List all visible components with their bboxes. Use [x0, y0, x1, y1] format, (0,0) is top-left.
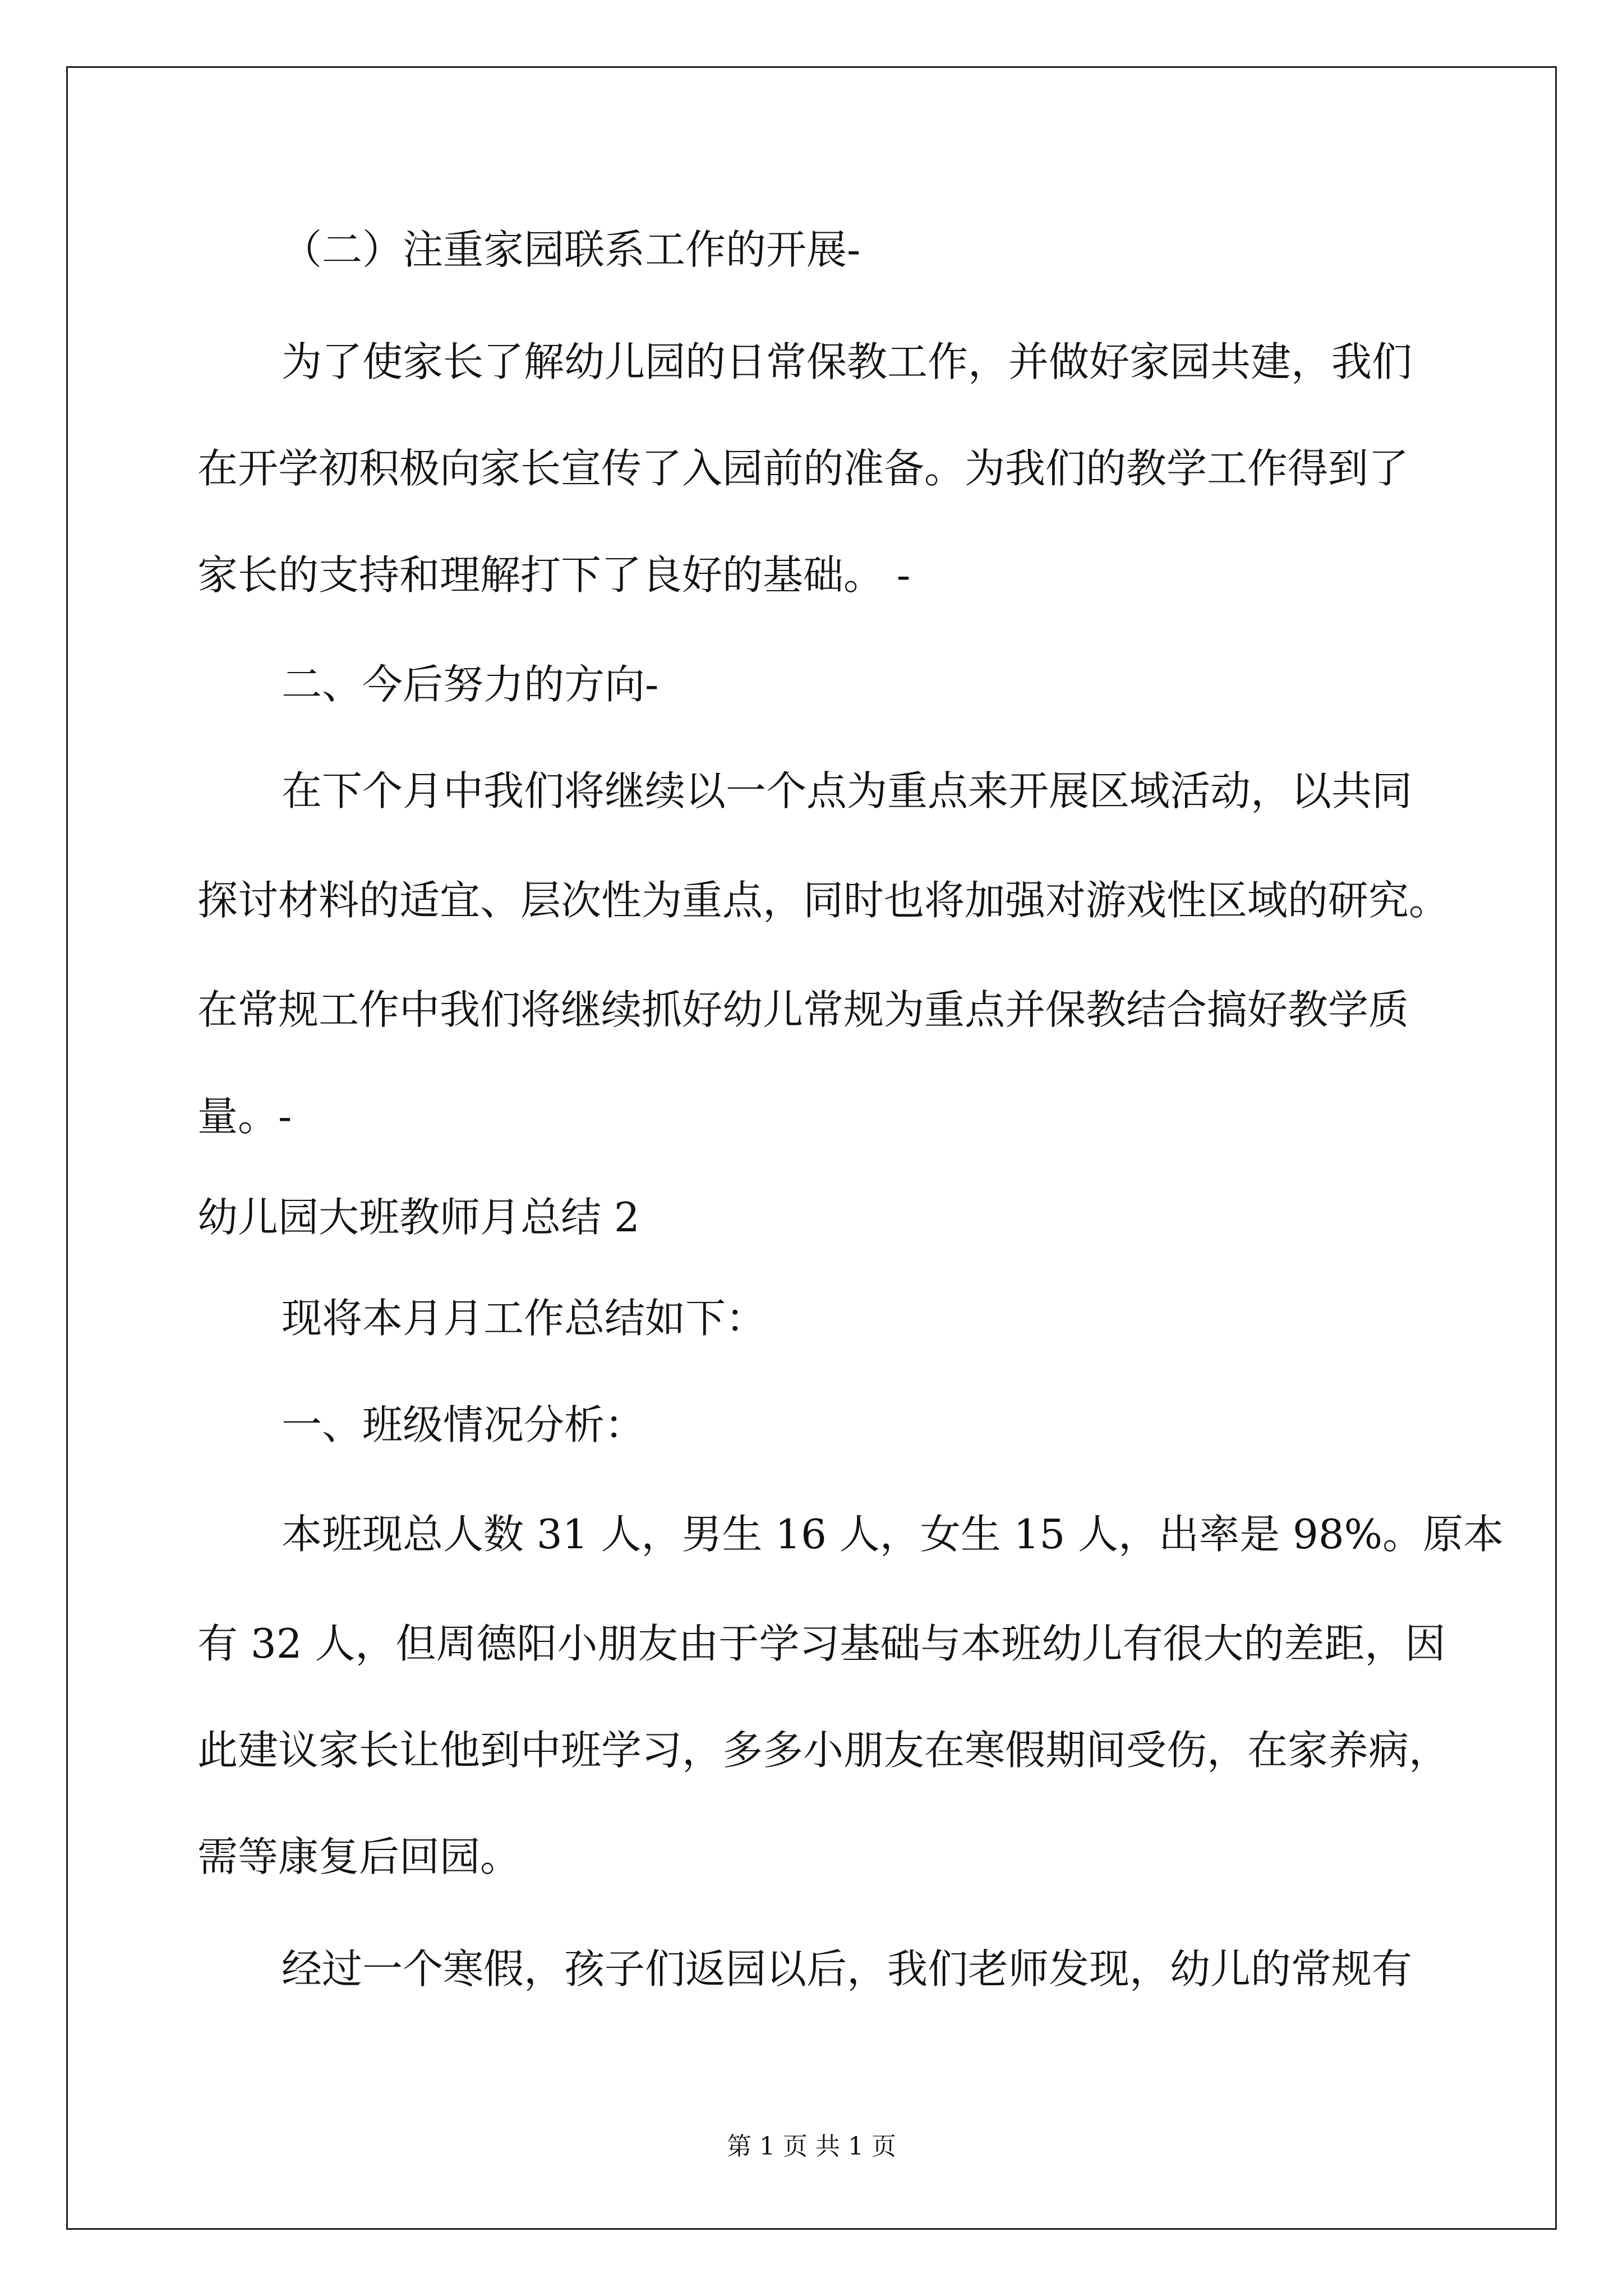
paragraph-line: 家长的支持和理解打下了良好的基础。 - — [197, 551, 911, 599]
section-heading-home-school: （二）注重家园联系工作的开展- — [282, 226, 861, 273]
paragraph-line: 现将本月月工作总结如下： — [282, 1295, 767, 1342]
paragraph-line: 探讨材料的适宜、层次性为重点，同时也将加强对游戏性区域的研究。 — [197, 877, 1450, 924]
paragraph-line: 在开学初积极向家长宣传了入园前的准备。为我们的教学工作得到了 — [197, 445, 1409, 492]
paragraph-line: 量。- — [197, 1093, 292, 1140]
paragraph-line: 在常规工作中我们将继续抓好幼儿常规为重点并保教结合搞好教学质 — [197, 986, 1409, 1033]
section-heading-class-analysis: 一、班级情况分析： — [282, 1401, 645, 1448]
document-title: 幼儿园大班教师月总结 2 — [197, 1194, 640, 1241]
paragraph-line: 有 32 人，但周德阳小朋友由于学习基础与本班幼儿有很大的差距，因 — [197, 1620, 1446, 1667]
paragraph-line: 本班现总人数 31 人，男生 16 人，女生 15 人，出率是 98%。原本 — [282, 1511, 1504, 1558]
paragraph-line: 此建议家长让他到中班学习，多多小朋友在寒假期间受伤，在家养病， — [197, 1727, 1450, 1774]
paragraph-line: 经过一个寒假，孩子们返园以后，我们老师发现，幼儿的常规有 — [282, 1945, 1413, 1993]
page-footer: 第 1 页 共 1 页 — [727, 2132, 896, 2161]
paragraph-line: 在下个月中我们将继续以一个点为重点来开展区域活动，以共同 — [282, 767, 1413, 815]
section-heading-future-direction: 二、今后努力的方向- — [282, 661, 659, 708]
paragraph-line: 需等康复后回园。 — [197, 1833, 521, 1880]
paragraph-line: 为了使家长了解幼儿园的日常保教工作，并做好家园共建，我们 — [282, 338, 1413, 385]
